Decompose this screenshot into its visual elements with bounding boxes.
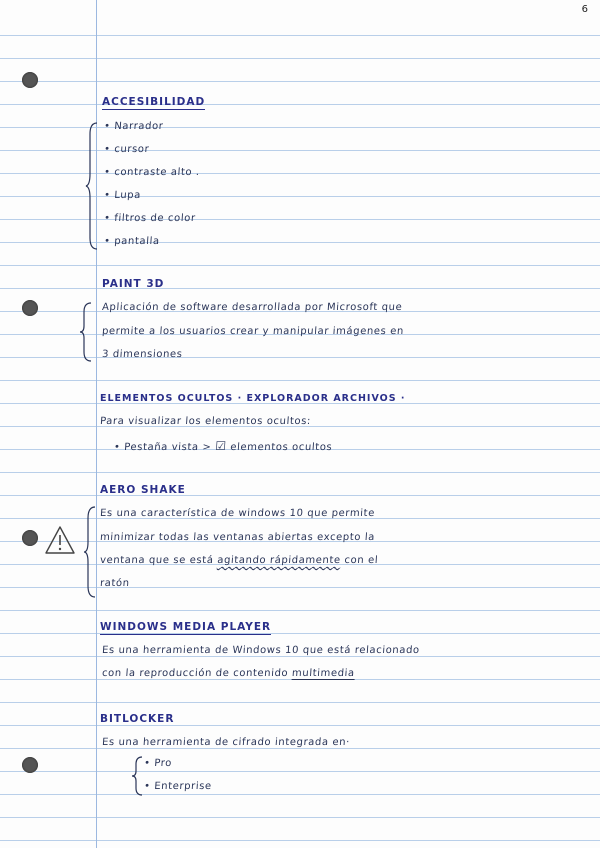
curly-brace [80, 302, 94, 362]
text-line: 3 dimensiones [101, 349, 183, 360]
heading-windows-media-player: WINDOWS MEDIA PLAYER [100, 621, 272, 633]
text-line [102, 668, 355, 679]
text-line: Es una herramienta de Windows 10 que está relacionado [101, 645, 421, 656]
text-line: Es una herramienta de cifrado integrada en· [101, 737, 351, 748]
list-item: • Lupa [103, 190, 142, 201]
list-item: • cursor [103, 144, 150, 155]
text-line: ratón [99, 578, 131, 589]
heading-accesibilidad: ACCESIBILIDAD [102, 96, 206, 108]
curly-brace [132, 756, 144, 796]
punch-hole [22, 300, 38, 316]
punch-hole [22, 530, 38, 546]
text-fragment: elementos ocultos [229, 442, 333, 453]
text-line: Para visualizar los elementos ocultos: [99, 416, 312, 427]
text-fragment: con el [344, 555, 379, 566]
heading-paint3d: PAINT 3D [102, 278, 165, 290]
text-fragment: • Pestaña vista > [113, 442, 212, 453]
punch-hole [22, 757, 38, 773]
list-item: • Pro [143, 758, 173, 769]
curly-brace [86, 122, 100, 250]
emphasis-text: multimedia [291, 668, 356, 679]
text-fragment: ventana que se está [99, 555, 214, 566]
checkbox-icon: ☑ [214, 439, 228, 453]
text-fragment: con la reproducción de contenido [101, 668, 289, 679]
heading-bitlocker: BITLOCKER [100, 713, 175, 725]
curly-brace [84, 506, 98, 598]
heading-elementos-ocultos: ELEMENTOS OCULTOS · EXPLORADOR ARCHIVOS · [100, 393, 406, 404]
emphasis-text: agitando rápidamente [216, 555, 342, 566]
page-number: 6 [581, 4, 588, 15]
text-line: minimizar todas las ventanas abiertas excepto la [99, 532, 376, 543]
warning-icon [44, 524, 76, 556]
list-item: • pantalla [103, 236, 161, 247]
punch-hole [22, 72, 38, 88]
list-item: • filtros de color [103, 213, 196, 224]
heading-aero-shake: AERO SHAKE [100, 484, 186, 496]
text-line: Es una característica de windows 10 que permite [99, 508, 376, 519]
text-line [100, 555, 379, 566]
list-item: • contraste alto . [103, 167, 201, 178]
list-item: • Narrador [103, 121, 164, 132]
text-line [114, 439, 333, 453]
list-item: • Enterprise [143, 781, 213, 792]
text-line: Aplicación de software desarrollada por Microsoft que [101, 302, 403, 313]
text-line: permite a los usuarios crear y manipular imágenes en [101, 326, 405, 337]
